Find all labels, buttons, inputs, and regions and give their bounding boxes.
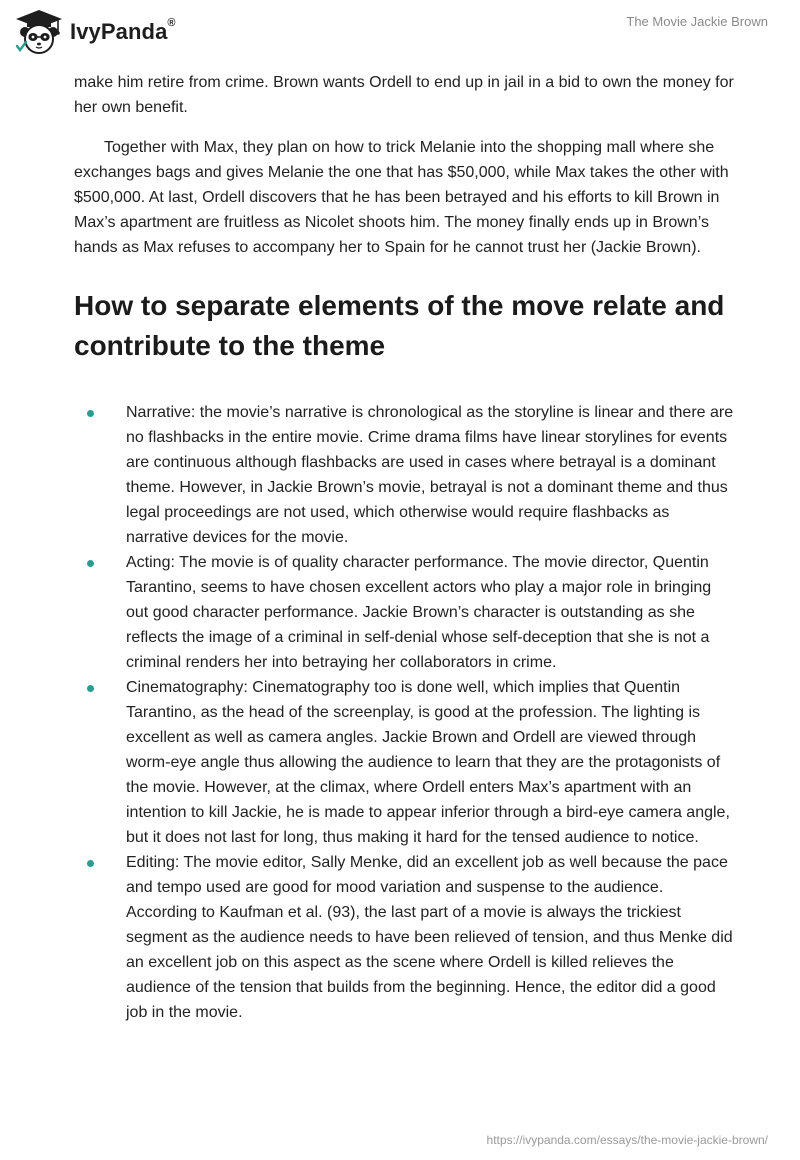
list-item [74,400,734,550]
panda-graduate-icon [14,8,64,56]
list-item-text: Narrative: the movie’s narrative is chronological as the storyline is linear and there are no flashbacks in the entire movie. Crime drama films have linear storylines for events are continuous although flashbacks are used in cases where betrayal is a dominant theme. However, in Jackie Brown’s movie, betrayal is not a dominant theme and thus legal proceedings are not used, which otherwise would require flashbacks as narrative devices for the movie. [126,404,734,546]
list-item-text: Cinematography: Cinematography too is done well, which implies that Quentin Tarantino, as the head of the screenplay, is good at the profession. The lighting is excellent as well as camera angles. Jackie Brown and Ordell are viewed through worm-eye angle thus allowing the audience to learn that they are the protagonists of the movie. However, at the climax, where Ordell enters Max’s apartment with an intention to kill Jackie, he is made to appear inferior through a bird-eye camera angle, but it does not last for long, thus making it hard for the tensed audience to notice. [126,679,730,846]
body-paragraph: make him retire from crime. Brown wants Ordell to end up in jail in a bid to own the money for her own benefit. [74,74,734,116]
essay-content [74,70,734,1025]
list-item-text: Acting: The movie is of quality character performance. The movie director, Quentin Tarantino, seems to have chosen excellent actors who play a major role in bringing out good character performance. Jackie Brown’s character is outstanding as she reflects the image of a criminal in self-denial whose self-deception that she is not a criminal renders her into betraying her collaborators in crime. [126,554,712,671]
list-item [74,850,734,1025]
brand-logo[interactable] [14,8,176,56]
source-url[interactable]: https://ivypanda.com/essays/the-movie-jackie-brown/ [486,1133,768,1147]
trademark-symbol: ® [167,17,176,29]
elements-list [74,400,734,1025]
document-title: The Movie Jackie Brown [626,14,768,29]
list-item [74,550,734,675]
bullet-icon [87,860,94,867]
bullet-icon [87,685,94,692]
page-header [0,0,800,60]
list-item-text: Editing: The movie editor, Sally Menke, did an excellent job as well because the pace and tempo used are good for mood variation and suspense to the audience. According to Kaufman et al. (93), the last part of a movie is always the trickiest segment as the audience needs to have been relieved of tension, and thus Menke did an excellent job on this aspect as the scene where Ordell is killed relieves the audience of the tension that builds from the beginning. Hence, the editor did a good job in the movie. [126,854,733,1021]
body-paragraph: Together with Max, they plan on how to trick Melanie into the shopping mall where she exchanges bags and gives Melanie the one that has $50,000, while Max takes the other with $500,000. At last, Ordell discovers that he has been betrayed and his efforts to kill Brown in Max’s apartment are fruitless as Nicolet shoots him. The money finally ends up in Brown’s hands as Max refuses to accompany her to Spain for he cannot trust her (Jackie Brown). [74,139,729,256]
list-item [74,675,734,850]
bullet-icon [87,560,94,567]
brand-name: IvyPanda® [70,17,176,44]
bullet-icon [87,410,94,417]
section-heading: How to separate elements of the move relate and contribute to the theme [74,290,725,361]
